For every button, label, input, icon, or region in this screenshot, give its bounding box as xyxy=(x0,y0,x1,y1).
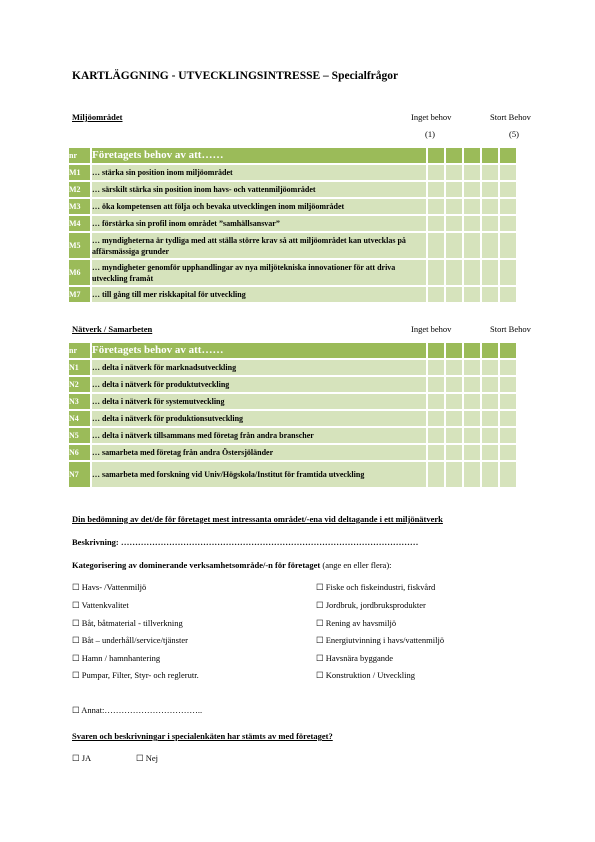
page-title: KARTLÄGGNING - UTVECKLINGSINTRESSE – Specialfrågor xyxy=(72,70,399,82)
rating-box-5[interactable] xyxy=(500,182,516,197)
rating-box-3[interactable] xyxy=(464,394,480,409)
rating-box-2[interactable] xyxy=(446,411,462,426)
rating-box-1[interactable] xyxy=(428,445,444,460)
checkbox-havsnara-byggande[interactable]: ☐ Havsnära byggande xyxy=(316,653,394,663)
verify-question: Svaren och beskrivningar i specialenkäten har stämts av med företaget? xyxy=(72,731,333,741)
rating-box-4[interactable] xyxy=(482,233,498,258)
rating-box-1[interactable] xyxy=(428,287,444,302)
row-number: M3 xyxy=(69,199,90,214)
rating-box-5[interactable] xyxy=(500,445,516,460)
rating-box-2[interactable] xyxy=(446,377,462,392)
row-text: … delta i nätverk för marknadsutveckling xyxy=(92,360,426,375)
row-number: M4 xyxy=(69,216,90,231)
scale-value-low: (1) xyxy=(425,129,435,139)
rating-box-4[interactable] xyxy=(482,199,498,214)
table-row xyxy=(69,260,516,285)
row-number: M1 xyxy=(69,165,90,180)
rating-box-3[interactable] xyxy=(464,411,480,426)
rating-box-5[interactable] xyxy=(500,233,516,258)
checkbox-nej[interactable]: ☐ Nej xyxy=(136,753,159,763)
checkbox-bat-tillverkning[interactable]: ☐ Båt, båtmaterial - tillverkning xyxy=(72,618,183,628)
rating-box-2[interactable] xyxy=(446,428,462,443)
rating-box-1[interactable] xyxy=(428,216,444,231)
rating-box-2[interactable] xyxy=(446,233,462,258)
rating-box-5[interactable] xyxy=(500,377,516,392)
rating-box-1 xyxy=(428,343,444,358)
rating-box-2[interactable] xyxy=(446,199,462,214)
checkbox-annat[interactable]: ☐ Annat:…………………………….. xyxy=(72,705,203,715)
rating-box-2[interactable] xyxy=(446,165,462,180)
checkbox-energiutvinning[interactable]: ☐ Energiutvinning i havs/vattenmiljö xyxy=(316,635,445,645)
rating-box-3[interactable] xyxy=(464,360,480,375)
row-number: M2 xyxy=(69,182,90,197)
rating-box-1[interactable] xyxy=(428,360,444,375)
row-number: N6 xyxy=(69,445,90,460)
table-head-text: Företagets behov av att…… xyxy=(92,148,426,163)
needs-table-network xyxy=(67,341,518,489)
rating-box-5[interactable] xyxy=(500,216,516,231)
table-row xyxy=(69,428,516,443)
row-text: … samarbeta med forskning vid Univ/Högskola/Institut för framtida utveckling xyxy=(92,462,426,487)
checkbox-rening[interactable]: ☐ Rening av havsmiljö xyxy=(316,618,397,628)
rating-box-2[interactable] xyxy=(446,394,462,409)
rating-box-4[interactable] xyxy=(482,462,498,487)
row-text: … särskilt stärka sin position inom havs- och vattenmiljöområdet xyxy=(92,182,426,197)
rating-box-1 xyxy=(428,148,444,163)
rating-box-1[interactable] xyxy=(428,199,444,214)
rating-box-1[interactable] xyxy=(428,394,444,409)
scale-label-low: Inget behov xyxy=(411,324,452,334)
table-row xyxy=(69,394,516,409)
rating-box-5[interactable] xyxy=(500,462,516,487)
table-row xyxy=(69,462,516,487)
checkbox-hamn[interactable]: ☐ Hamn / hamnhantering xyxy=(72,653,161,663)
checkbox-havs-vattenmiljo[interactable]: ☐ Havs- /Vattenmiljö xyxy=(72,582,147,592)
rating-box-4[interactable] xyxy=(482,445,498,460)
table-row xyxy=(69,377,516,392)
rating-box-1[interactable] xyxy=(428,260,444,285)
rating-box-5[interactable] xyxy=(500,360,516,375)
rating-box-2[interactable] xyxy=(446,182,462,197)
rating-box-3[interactable] xyxy=(464,216,480,231)
rating-box-2 xyxy=(446,343,462,358)
row-number: N1 xyxy=(69,360,90,375)
rating-box-4 xyxy=(482,148,498,163)
rating-box-1[interactable] xyxy=(428,165,444,180)
rating-box-4[interactable] xyxy=(482,411,498,426)
rating-box-1[interactable] xyxy=(428,411,444,426)
assessment-heading: Din bedömning av det/de för företaget mest intressanta området/-ena vid deltagande i ett miljönätverk xyxy=(72,514,443,524)
rating-box-5[interactable] xyxy=(500,165,516,180)
table-row xyxy=(69,233,516,258)
row-number: N2 xyxy=(69,377,90,392)
rating-box-4[interactable] xyxy=(482,165,498,180)
row-number: N5 xyxy=(69,428,90,443)
rating-box-5[interactable] xyxy=(500,287,516,302)
rating-box-3 xyxy=(464,343,480,358)
rating-box-1[interactable] xyxy=(428,462,444,487)
table-head-text: Företagets behov av att…… xyxy=(92,343,426,358)
description-label: Beskrivning: xyxy=(72,537,119,547)
row-text: … stärka sin position inom miljöområdet xyxy=(92,165,426,180)
rating-box-5[interactable] xyxy=(500,394,516,409)
rating-box-1[interactable] xyxy=(428,428,444,443)
section-heading-miljoomradet: Miljöområdet xyxy=(72,112,123,122)
rating-box-4[interactable] xyxy=(482,287,498,302)
checkbox-fiske[interactable]: ☐ Fiske och fiskeindustri, fiskvård xyxy=(316,582,436,592)
rating-box-1[interactable] xyxy=(428,377,444,392)
rating-box-3[interactable] xyxy=(464,165,480,180)
table-row xyxy=(69,199,516,214)
row-text: … myndigheter genomför upphandlingar av nya miljötekniska innovationer för att driva utveckling framåt xyxy=(92,260,426,285)
rating-box-4[interactable] xyxy=(482,360,498,375)
row-text: … förstärka sin profil inom området ”samhällsansvar” xyxy=(92,216,426,231)
row-number: M6 xyxy=(69,260,90,285)
rating-box-3[interactable] xyxy=(464,428,480,443)
description-line: …………………………………………………………………………………………… xyxy=(120,537,419,547)
checkbox-jordbruk[interactable]: ☐ Jordbruk, jordbruksprodukter xyxy=(316,600,426,610)
scale-label-high: Stort Behov xyxy=(490,112,531,122)
rating-box-2[interactable] xyxy=(446,260,462,285)
table-row xyxy=(69,216,516,231)
rating-box-3[interactable] xyxy=(464,182,480,197)
checkbox-vattenkvalitet[interactable]: ☐ Vattenkvalitet xyxy=(72,600,129,610)
rating-box-5[interactable] xyxy=(500,428,516,443)
row-text: … öka kompetensen att följa och bevaka utvecklingen inom miljöområdet xyxy=(92,199,426,214)
rating-box-5[interactable] xyxy=(500,199,516,214)
rating-box-3[interactable] xyxy=(464,199,480,214)
row-text: … delta i nätverk för produktionsutveckling xyxy=(92,411,426,426)
row-text: … myndigheterna är tydliga med att ställa större krav så att miljöområdet kan utvecklas på affärsmässiga grunder xyxy=(92,233,426,258)
rating-box-4[interactable] xyxy=(482,428,498,443)
categorization-heading xyxy=(72,560,392,570)
rating-box-4[interactable] xyxy=(482,394,498,409)
section-heading-natverk: Nätverk / Samarbeten xyxy=(72,324,153,334)
rating-box-2[interactable] xyxy=(446,287,462,302)
rating-box-5[interactable] xyxy=(500,411,516,426)
rating-box-3[interactable] xyxy=(464,260,480,285)
rating-box-5[interactable] xyxy=(500,260,516,285)
row-text: … samarbeta med företag från andra Östersjöländer xyxy=(92,445,426,460)
rating-box-3[interactable] xyxy=(464,462,480,487)
rating-box-1[interactable] xyxy=(428,233,444,258)
description-field[interactable] xyxy=(72,537,418,547)
row-number: M5 xyxy=(69,233,90,258)
table-row xyxy=(69,411,516,426)
rating-box-3[interactable] xyxy=(464,377,480,392)
table-row xyxy=(69,360,516,375)
row-number: M7 xyxy=(69,287,90,302)
rating-box-3[interactable] xyxy=(464,445,480,460)
scale-label-high: Stort Behov xyxy=(490,324,531,334)
rating-box-4[interactable] xyxy=(482,182,498,197)
rating-box-1[interactable] xyxy=(428,182,444,197)
rating-box-5 xyxy=(500,343,516,358)
rating-box-3 xyxy=(464,148,480,163)
table-row xyxy=(69,165,516,180)
row-number: N4 xyxy=(69,411,90,426)
checkbox-konstruktion[interactable]: ☐ Konstruktion / Utveckling xyxy=(316,670,415,680)
table-row xyxy=(69,182,516,197)
rating-box-3[interactable] xyxy=(464,287,480,302)
table-head-nr: nr xyxy=(69,343,90,358)
rating-box-2[interactable] xyxy=(446,462,462,487)
row-text: … delta i nätverk för systemutveckling xyxy=(92,394,426,409)
rating-box-3[interactable] xyxy=(464,233,480,258)
row-text: … delta i nätverk tillsammans med företag från andra branscher xyxy=(92,428,426,443)
row-text: … till gång till mer riskkapital för utveckling xyxy=(92,287,426,302)
rating-box-2[interactable] xyxy=(446,216,462,231)
rating-box-4[interactable] xyxy=(482,216,498,231)
row-text: … delta i nätverk för produktutveckling xyxy=(92,377,426,392)
categorization-label: Kategorisering av dominerande verksamhetsområde/-n för företaget xyxy=(72,560,321,570)
table-head-nr: nr xyxy=(69,148,90,163)
rating-box-2 xyxy=(446,148,462,163)
checkbox-pumpar[interactable]: ☐ Pumpar, Filter, Styr- och reglerutr. xyxy=(72,670,199,680)
needs-table-environment xyxy=(67,146,518,304)
table-row xyxy=(69,445,516,460)
rating-box-5 xyxy=(500,148,516,163)
row-number: N7 xyxy=(69,462,90,487)
rating-box-4 xyxy=(482,343,498,358)
categorization-note: (ange en eller flera): xyxy=(320,560,392,570)
table-row xyxy=(69,287,516,302)
rating-box-4[interactable] xyxy=(482,260,498,285)
scale-label-low: Inget behov xyxy=(411,112,452,122)
rating-box-2[interactable] xyxy=(446,360,462,375)
row-number: N3 xyxy=(69,394,90,409)
rating-box-2[interactable] xyxy=(446,445,462,460)
scale-value-high: (5) xyxy=(509,129,519,139)
checkbox-ja[interactable]: ☐ JA xyxy=(72,753,92,763)
rating-box-4[interactable] xyxy=(482,377,498,392)
checkbox-bat-underhall[interactable]: ☐ Båt – underhåll/service/tjänster xyxy=(72,635,188,645)
